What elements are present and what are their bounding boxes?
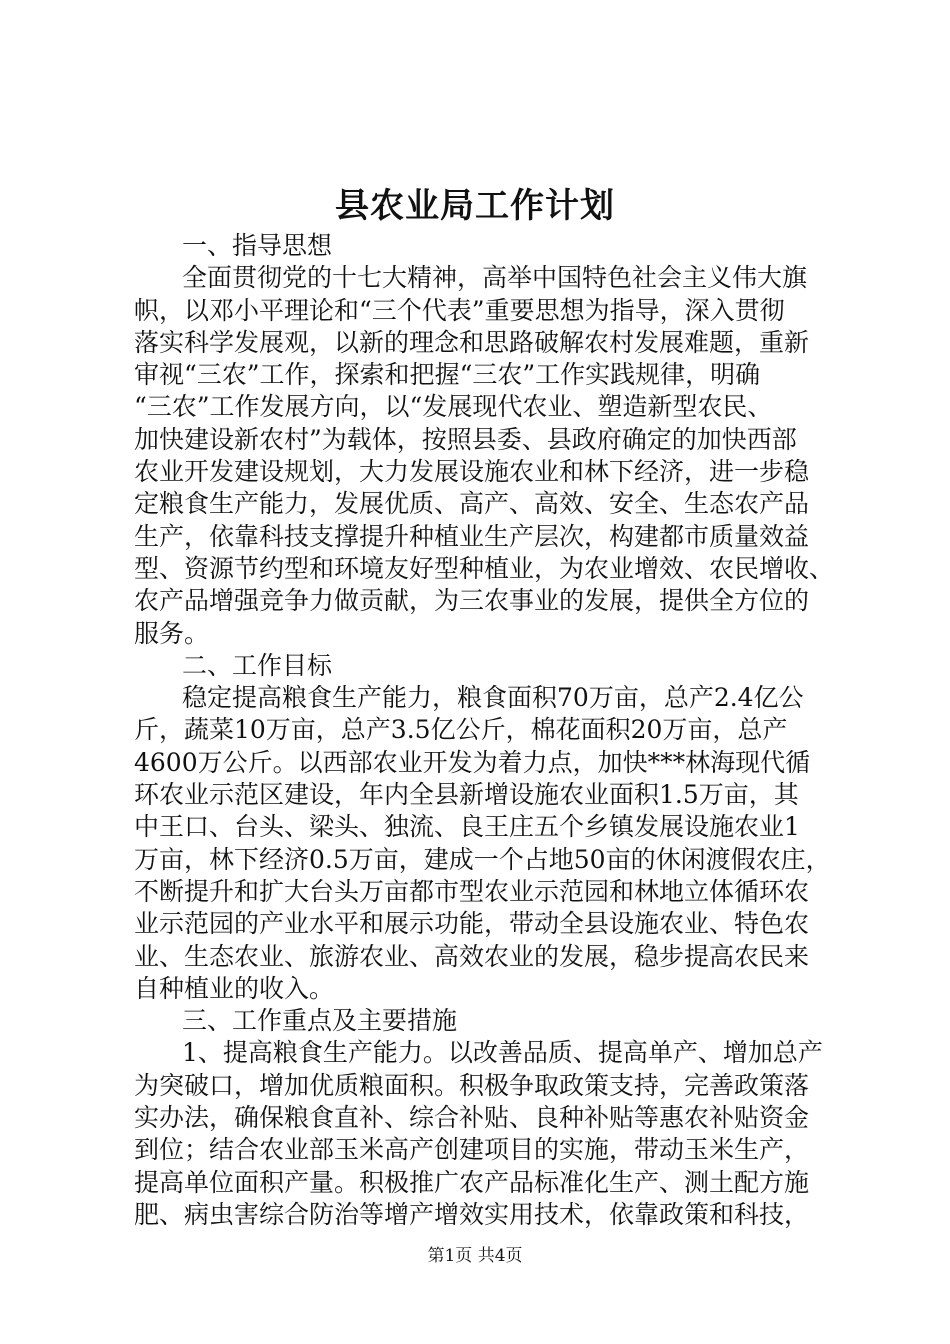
paragraph-line: 自种植业的收入。 bbox=[134, 973, 335, 1003]
paragraph-line: 实办法，确保粮食直补、综合补贴、良种补贴等惠农补贴资金 bbox=[134, 1103, 810, 1133]
paragraph-line: 不断提升和扩大台头万亩都市型农业示范园和林地立体循环农 bbox=[134, 876, 810, 906]
paragraph-line: 全面贯彻党的十七大精神，高举中国特色社会主义伟大旗 bbox=[182, 263, 808, 293]
paragraph-line: 加快建设新农村”为载体，按照县委、县政府确定的加快西部 bbox=[134, 424, 797, 454]
paragraph-line: “三农”工作发展方向，以“发展现代农业、塑造新型农民、 bbox=[134, 392, 773, 422]
paragraph-line: 业、生态农业、旅游农业、高效农业的发展，稳步提高农民来 bbox=[134, 941, 810, 971]
section-heading-guiding-ideology: 一、指导思想 bbox=[182, 231, 333, 260]
document-title: 县农业局工作计划 bbox=[335, 186, 615, 226]
paragraph-line: 万亩，林下经济0.5万亩，建成一个占地50亩的休闲渡假农庄， bbox=[134, 844, 831, 874]
paragraph-line: 帜，以邓小平理论和“三个代表”重要思想为指导，深入贯彻 bbox=[134, 295, 785, 325]
paragraph-line: 稳定提高粮食生产能力，粮食面积70万亩，总产2.4亿公 bbox=[182, 683, 804, 713]
document-body bbox=[134, 230, 834, 1231]
paragraph-line: 审视“三农”工作，探索和把握“三农”工作实践规律，明确 bbox=[134, 360, 761, 390]
paragraph-line: 服务。 bbox=[134, 618, 210, 648]
section-heading-key-measures: 三、工作重点及主要措施 bbox=[182, 1006, 458, 1036]
paragraph-line: 农业开发建设规划，大力发展设施农业和林下经济，进一步稳 bbox=[134, 457, 810, 487]
paragraph-line: 农产品增强竞争力做贡献，为三农事业的发展，提供全方位的 bbox=[134, 586, 810, 616]
paragraph-line: 型、资源节约型和环境友好型种植业，为农业增效、农民增收、 bbox=[134, 553, 835, 583]
paragraph-line: 为突破口，增加优质粮面积。积极争取政策支持，完善政策落 bbox=[134, 1070, 810, 1100]
paragraph-line: 生产，依靠科技支撑提升种植业生产层次，构建都市质量效益 bbox=[134, 521, 810, 551]
paragraph-line: 提高单位面积产量。积极推广农产品标准化生产、测土配方施 bbox=[134, 1167, 810, 1197]
paragraph-line: 1、提高粮食生产能力。以改善品质、提高单产、增加总产 bbox=[182, 1038, 823, 1068]
paragraph-line: 环农业示范区建设，年内全县新增设施农业面积1.5万亩，其 bbox=[134, 780, 799, 810]
paragraph-line: 斤，蔬菜10万亩，总产3.5亿公斤，棉花面积20万亩，总产 bbox=[134, 715, 788, 745]
page-number-footer: 第1页 共4页 bbox=[427, 1246, 523, 1266]
paragraph-line: 4600万公斤。以西部农业开发为着力点，加快***林海现代循 bbox=[134, 747, 811, 777]
paragraph-line: 肥、病虫害综合防治等增产增效实用技术，依靠政策和科技， bbox=[134, 1199, 810, 1229]
paragraph-line: 定粮食生产能力，发展优质、高产、高效、安全、生态农产品 bbox=[134, 489, 810, 519]
section-heading-work-goals: 二、工作目标 bbox=[182, 650, 333, 680]
paragraph-line: 到位；结合农业部玉米高产创建项目的实施，带动玉米生产， bbox=[134, 1135, 810, 1165]
paragraph-line: 中王口、台头、梁头、独流、良王庄五个乡镇发展设施农业1 bbox=[134, 812, 800, 842]
paragraph-line: 业示范园的产业水平和展示功能，带动全县设施农业、特色农 bbox=[134, 909, 810, 939]
paragraph-line: 落实科学发展观，以新的理念和思路破解农村发展难题，重新 bbox=[134, 327, 810, 357]
